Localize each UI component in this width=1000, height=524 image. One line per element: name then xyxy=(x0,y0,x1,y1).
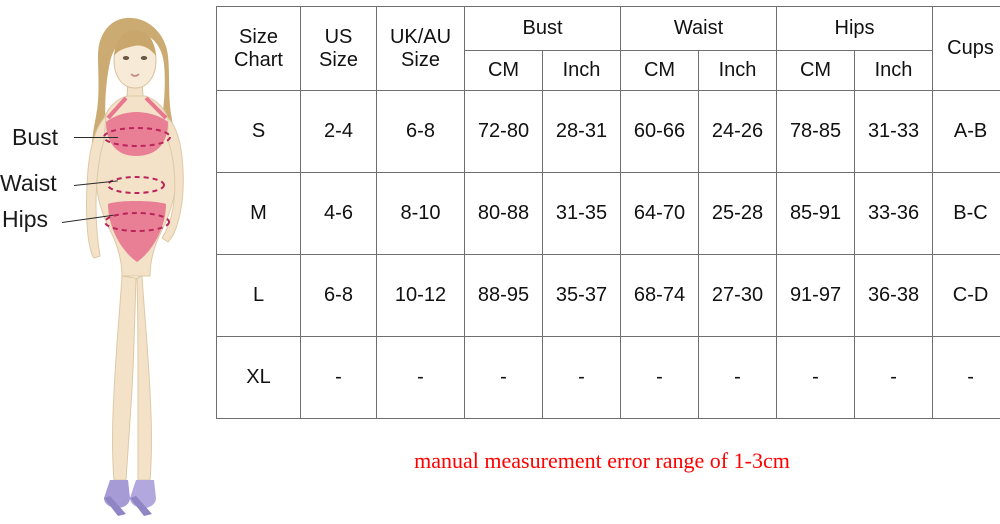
cell-size: XL xyxy=(217,337,301,419)
header-hips-inch: Inch xyxy=(855,51,933,91)
table-row xyxy=(217,91,1000,173)
cell-hips-cm: - xyxy=(777,337,855,419)
size-chart-table xyxy=(216,6,1000,419)
cell-cups: C-D xyxy=(933,255,1000,337)
header-uk-au-size-line2: Size xyxy=(401,48,440,71)
header-bust-cm: CM xyxy=(465,51,543,91)
size-table-wrapper xyxy=(216,6,994,419)
cell-waist-inch: 24-26 xyxy=(699,91,777,173)
header-us-size-line2: Size xyxy=(319,48,358,71)
header-us-size xyxy=(301,7,377,91)
table-row xyxy=(217,337,1000,419)
cell-bust-inch: - xyxy=(543,337,621,419)
cell-waist-cm: 60-66 xyxy=(621,91,699,173)
cell-bust-cm: 88-95 xyxy=(465,255,543,337)
header-bust-inch: Inch xyxy=(543,51,621,91)
cell-hips-cm: 78-85 xyxy=(777,91,855,173)
header-waist: Waist xyxy=(621,7,777,51)
cell-hips-inch: 36-38 xyxy=(855,255,933,337)
figure-area xyxy=(0,0,216,524)
cell-waist-inch: 25-28 xyxy=(699,173,777,255)
cell-hips-inch: - xyxy=(855,337,933,419)
header-uk-au-size-line1: UK/AU xyxy=(389,25,452,48)
cell-waist-cm: 68-74 xyxy=(621,255,699,337)
cell-cups: - xyxy=(933,337,1000,419)
header-hips: Hips xyxy=(777,7,933,51)
header-hips-cm: CM xyxy=(777,51,855,91)
cell-size: S xyxy=(217,91,301,173)
measurement-note: manual measurement error range of 1-3cm xyxy=(414,448,790,473)
cell-bust-inch: 28-31 xyxy=(543,91,621,173)
cell-uk-au: 10-12 xyxy=(377,255,465,337)
cell-waist-cm: - xyxy=(621,337,699,419)
bust-label: Bust xyxy=(12,124,59,150)
bust-leader-line xyxy=(74,137,118,138)
cell-size: L xyxy=(217,255,301,337)
cell-hips-cm: 91-97 xyxy=(777,255,855,337)
header-uk-au-size xyxy=(377,7,465,91)
header-cups: Cups xyxy=(933,7,1000,91)
cell-bust-inch: 35-37 xyxy=(543,255,621,337)
table-row xyxy=(217,255,1000,337)
cell-uk-au: 8-10 xyxy=(377,173,465,255)
header-waist-inch: Inch xyxy=(699,51,777,91)
cell-us: 4-6 xyxy=(301,173,377,255)
table-row xyxy=(217,173,1000,255)
cell-hips-inch: 31-33 xyxy=(855,91,933,173)
cell-uk-au: 6-8 xyxy=(377,91,465,173)
header-waist-cm: CM xyxy=(621,51,699,91)
waist-label: Waist xyxy=(0,170,57,196)
cell-uk-au: - xyxy=(377,337,465,419)
cell-hips-inch: 33-36 xyxy=(855,173,933,255)
cell-hips-cm: 85-91 xyxy=(777,173,855,255)
cell-bust-cm: - xyxy=(465,337,543,419)
cell-bust-cm: 80-88 xyxy=(465,173,543,255)
cell-bust-cm: 72-80 xyxy=(465,91,543,173)
cell-waist-inch: - xyxy=(699,337,777,419)
header-size-chart-line2: Chart xyxy=(234,48,283,71)
cell-size: M xyxy=(217,173,301,255)
header-size-chart-line1: Size xyxy=(239,25,278,48)
cell-us: 6-8 xyxy=(301,255,377,337)
header-size-chart xyxy=(217,7,301,91)
cell-us: 2-4 xyxy=(301,91,377,173)
cell-waist-cm: 64-70 xyxy=(621,173,699,255)
hips-label: Hips xyxy=(2,206,49,232)
cell-cups: B-C xyxy=(933,173,1000,255)
header-us-size-line1: US xyxy=(324,25,353,48)
cell-us: - xyxy=(301,337,377,419)
header-bust: Bust xyxy=(465,7,621,51)
cell-cups: A-B xyxy=(933,91,1000,173)
female-body-figure-illustration xyxy=(30,0,220,524)
cell-waist-inch: 27-30 xyxy=(699,255,777,337)
cell-bust-inch: 31-35 xyxy=(543,173,621,255)
